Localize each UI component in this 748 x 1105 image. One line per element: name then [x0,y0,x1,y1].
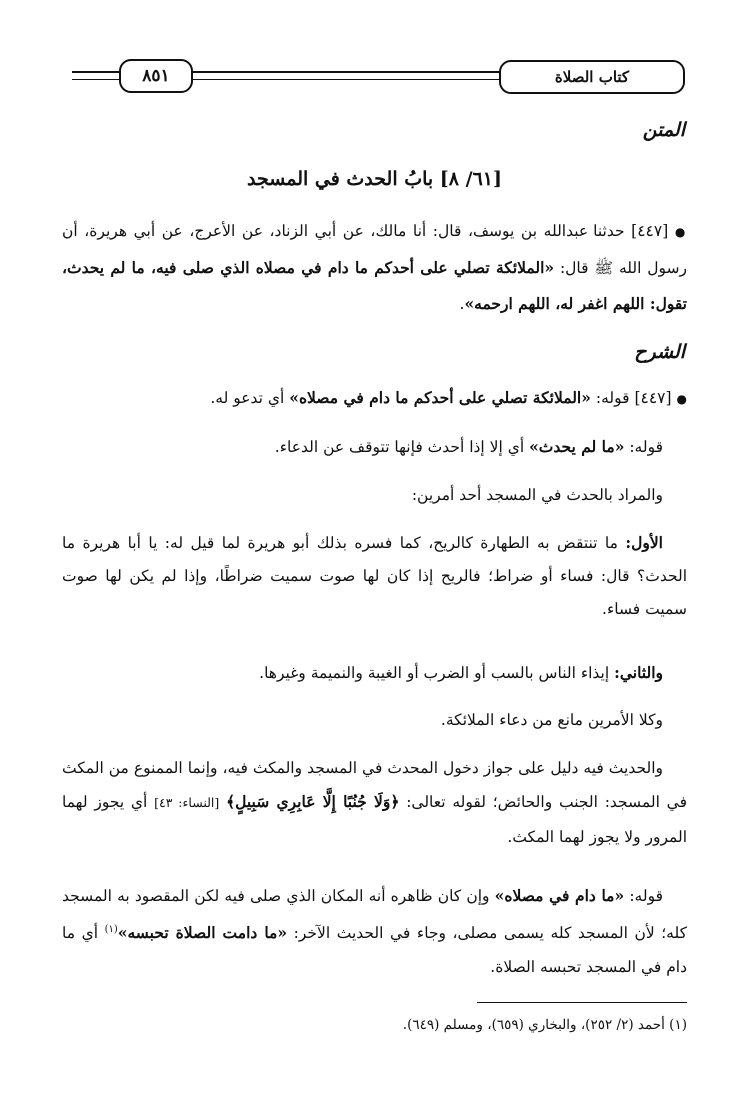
lead-text: قوله: [629,887,663,905]
body-text: والمراد بالحدث في المسجد أحد أمرين: [411,486,663,504]
commentary-p3 [62,479,687,511]
body-text: أي تدعو له. [210,389,285,407]
commentary-p1 [62,382,687,415]
hadith-block [62,214,687,322]
body-text: والحديث فيه دليل على جواز دخول المحدث في المسجد والمكث فيه، وإنما الممنوع من المكث في المسجد: الجنب والحائض؛ لقوله تعالى: [62,759,687,811]
commentary-p8 [62,879,687,984]
body-text: وإن كان ظاهره أنه المكان الذي صلى فيه لكن المقصود به المسجد كله؛ لأن المسجد كله يسمى مصلى، وجاء في الحديث الآخر: [62,887,687,943]
verse-text: ﴿وَلَا جُنُبًا إِلَّا عَابِرِي سَبِيلٍ﴾ [226,792,400,811]
commentary-p5 [62,657,687,689]
body-text: ما تنتقض به الطهارة كالريح، كما فسره بذلك أبو هريرة لما قيل له: يا أبا هريرة ما الحدث؟ قال: فساء أو ضراط؛ فالريح إذا كان لها صوت سميت ضراطًا، وإذا لم يكن لها صوت سميت فساء. [62,534,687,618]
hadith-end: . [459,295,465,313]
footnote-marker: (١) [104,924,118,935]
verse-reference: [النساء: ٤٣] [154,795,220,810]
chapter-title-text: كتاب الصلاة [554,68,630,86]
lead-text: الأول: [625,533,663,552]
bullet-icon: ● [674,225,687,239]
quote-text: «ما دام في مصلاه» [494,886,625,905]
section-title: [٦١/ ٨] بابُ الحدث في المسجد [247,168,502,190]
book-page [62,0,687,1105]
commentary-p4 [62,526,687,626]
footnote: (١) أحمد (٢/ ٢٥٢)، والبخاري (٦٥٩)، ومسلم (٦٤٩). [402,1017,687,1033]
commentary-number: [٤٤٧] [634,389,672,407]
body-text: إيذاء الناس بالسب أو الضرب أو الغيبة والنميمة وغيرها. [259,664,610,682]
bullet-icon: ● [676,392,687,406]
body-text: أي إلا إذا أحدث فإنها تتوقف عن الدعاء. [274,438,525,456]
commentary-p2 [62,431,687,463]
quote-text: «الملائكة تصلي على أحدكم ما دام في مصلاه» [289,388,591,407]
lead-text: قوله: [595,389,630,407]
commentary-p7 [62,751,687,854]
commentary-p6 [62,704,687,736]
matn-label: المتن [642,119,685,141]
chapter-title [499,60,685,94]
body-text: أي ما دام في المسجد تحبسه الصلاة. [62,924,687,977]
footnote-rule [477,1002,687,1003]
body-text: أي يجوز لهما المرور ولا يجوز لهما المكث. [62,793,687,846]
quote-text-2: «ما دامت الصلاة تحبسه» [117,923,288,943]
sharh-label: الشرح [634,341,685,363]
quote-text: «ما لم يحدث» [529,437,625,456]
body-text: وكلا الأمرين مانع من دعاء الملائكة. [440,711,663,729]
lead-text: قوله: [629,438,663,456]
lead-text: والثاني: [614,663,663,682]
page-number-text: ٨٥١ [142,66,170,86]
hadith-number: [٤٤٧] [631,222,669,240]
hadith-isnad: حدثنا عبدالله بن يوسف، قال: أنا مالك، عن أبي الزناد، عن الأعرج، عن أبي هريرة، أن رسول الله ﷺ قال: [62,222,687,277]
page-number [119,59,193,93]
hadith-text: «الملائكة تصلي على أحدكم ما دام في مصلاه الذي صلى فيه، ما لم يحدث، تقول: اللهم اغفر له، اللهم ارحمه» [62,258,687,313]
